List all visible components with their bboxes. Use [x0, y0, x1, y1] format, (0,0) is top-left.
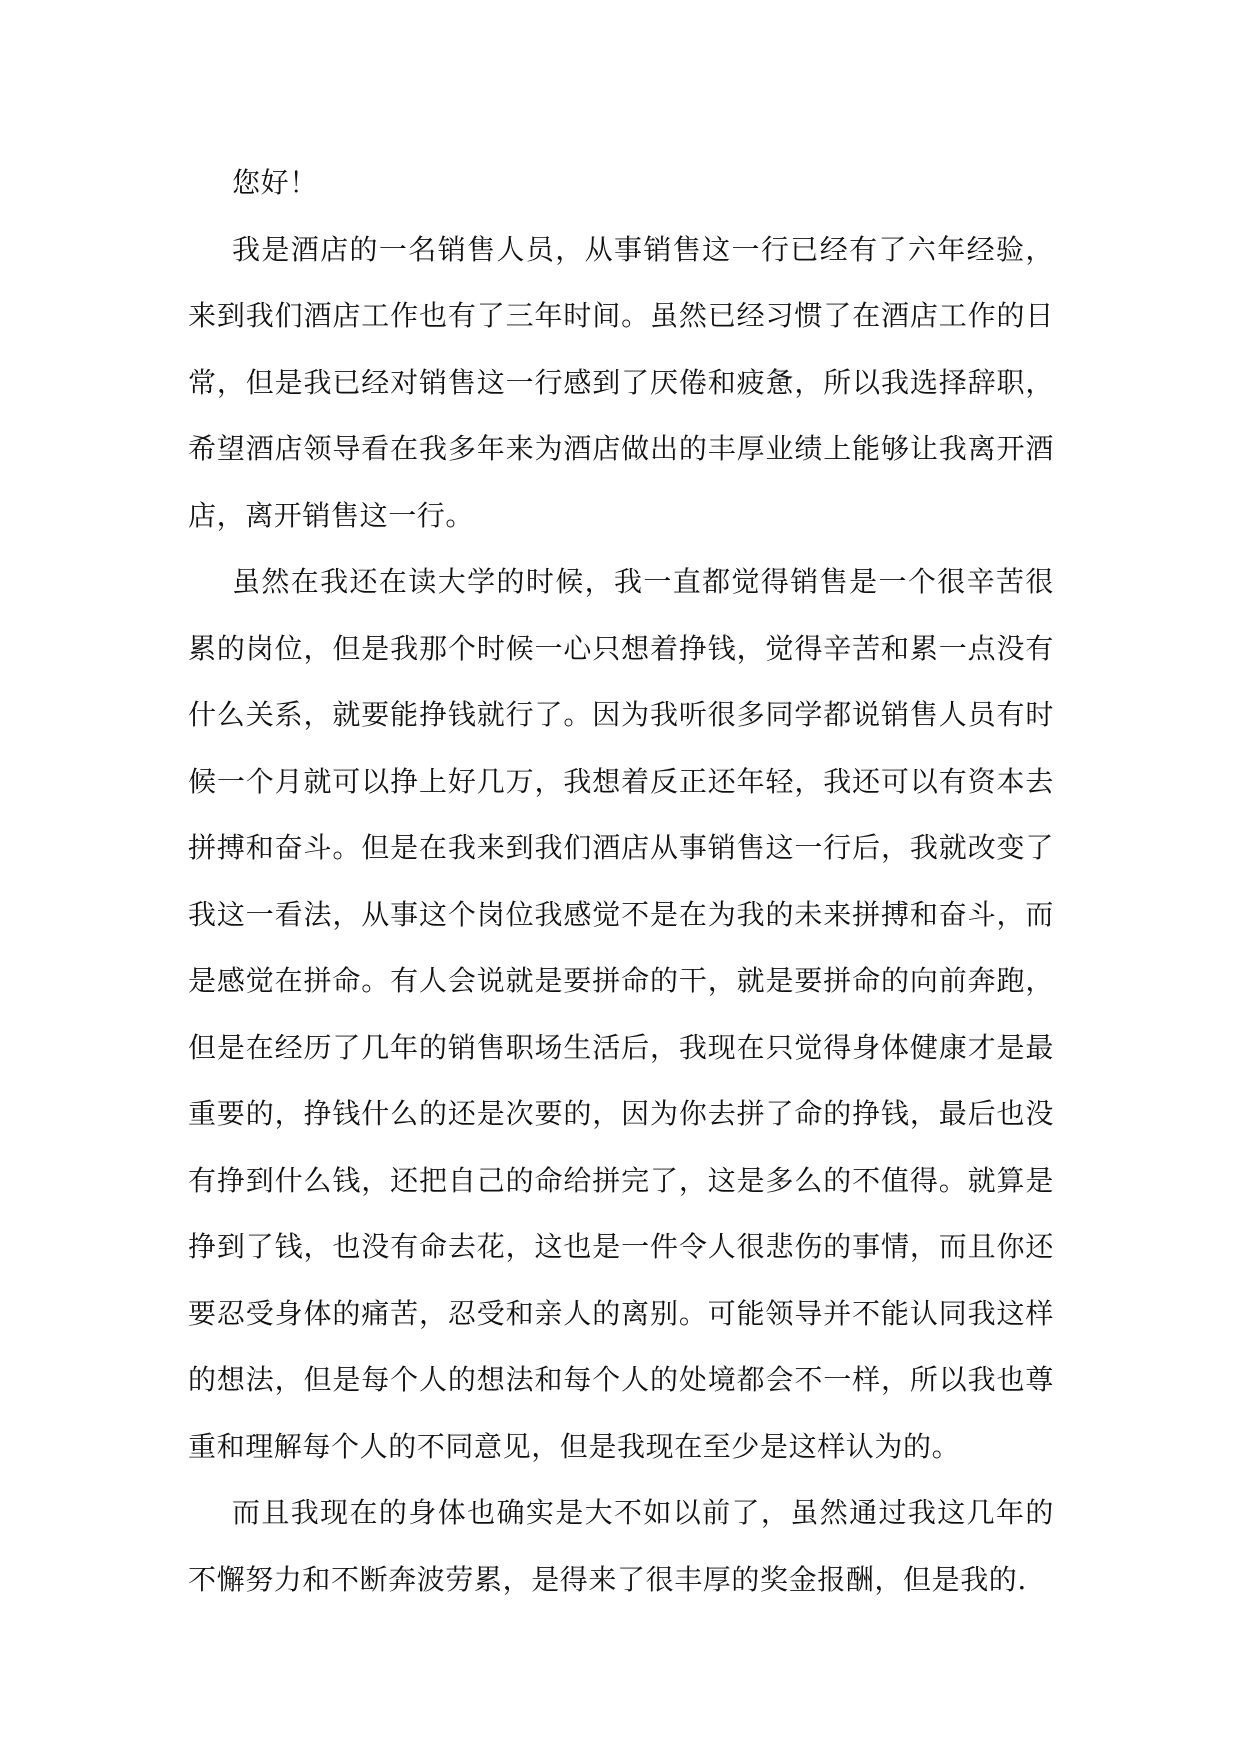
paragraph-2: 虽然在我还在读大学的时候，我一直都觉得销售是一个很辛苦很累的岗位，但是我那个时候一心只想着挣钱，觉得辛苦和累一点没有什么关系，就要能挣钱就行了。因为我听很多同学都说销售人员有时候一个月就可以挣上好几万，我想着反正还年轻，我还可以有资本去拼搏和奋斗。但是在我来到我们酒店从事销售这一行后，我就改变了我这一看法，从事这个岗位我感觉不是在为我的未来拼搏和奋斗，而是感觉在拼命。有人会说就是要拼命的干，就是要拼命的向前奔跑，但是在经历了几年的销售职场生活后，我现在只觉得身体健康才是最重要的，挣钱什么的还是次要的，因为你去拼了命的挣钱，最后也没有挣到什么钱，还把自己的命给拼完了，这是多么的不值得。就算是挣到了钱，也没有命去花，这也是一件令人很悲伤的事情，而且你还要忍受身体的痛苦，忍受和亲人的离别。可能领导并不能认同我这样的想法，但是每个人的想法和每个人的处境都会不一样，所以我也尊重和理解每个人的不同意见，但是我现在至少是这样认为的。 — [188, 565, 1054, 1463]
greeting: 您好！ — [232, 166, 318, 199]
paragraph-3: 而且我现在的身体也确实是大不如以前了，虽然通过我这几年的不懈努力和不断奔波劳累，是得来了很丰厚的奖金报酬，但是我的. — [188, 1496, 1054, 1596]
letter-body — [188, 150, 1054, 1613]
paragraph-1: 我是酒店的一名销售人员，从事销售这一行已经有了六年经验，来到我们酒店工作也有了三年时间。虽然已经习惯了在酒店工作的日常，但是我已经对销售这一行感到了厌倦和疲惫，所以我选择辞职，希望酒店领导看在我多年来为酒店做出的丰厚业绩上能够让我离开酒店，离开销售这一行。 — [188, 232, 1054, 532]
